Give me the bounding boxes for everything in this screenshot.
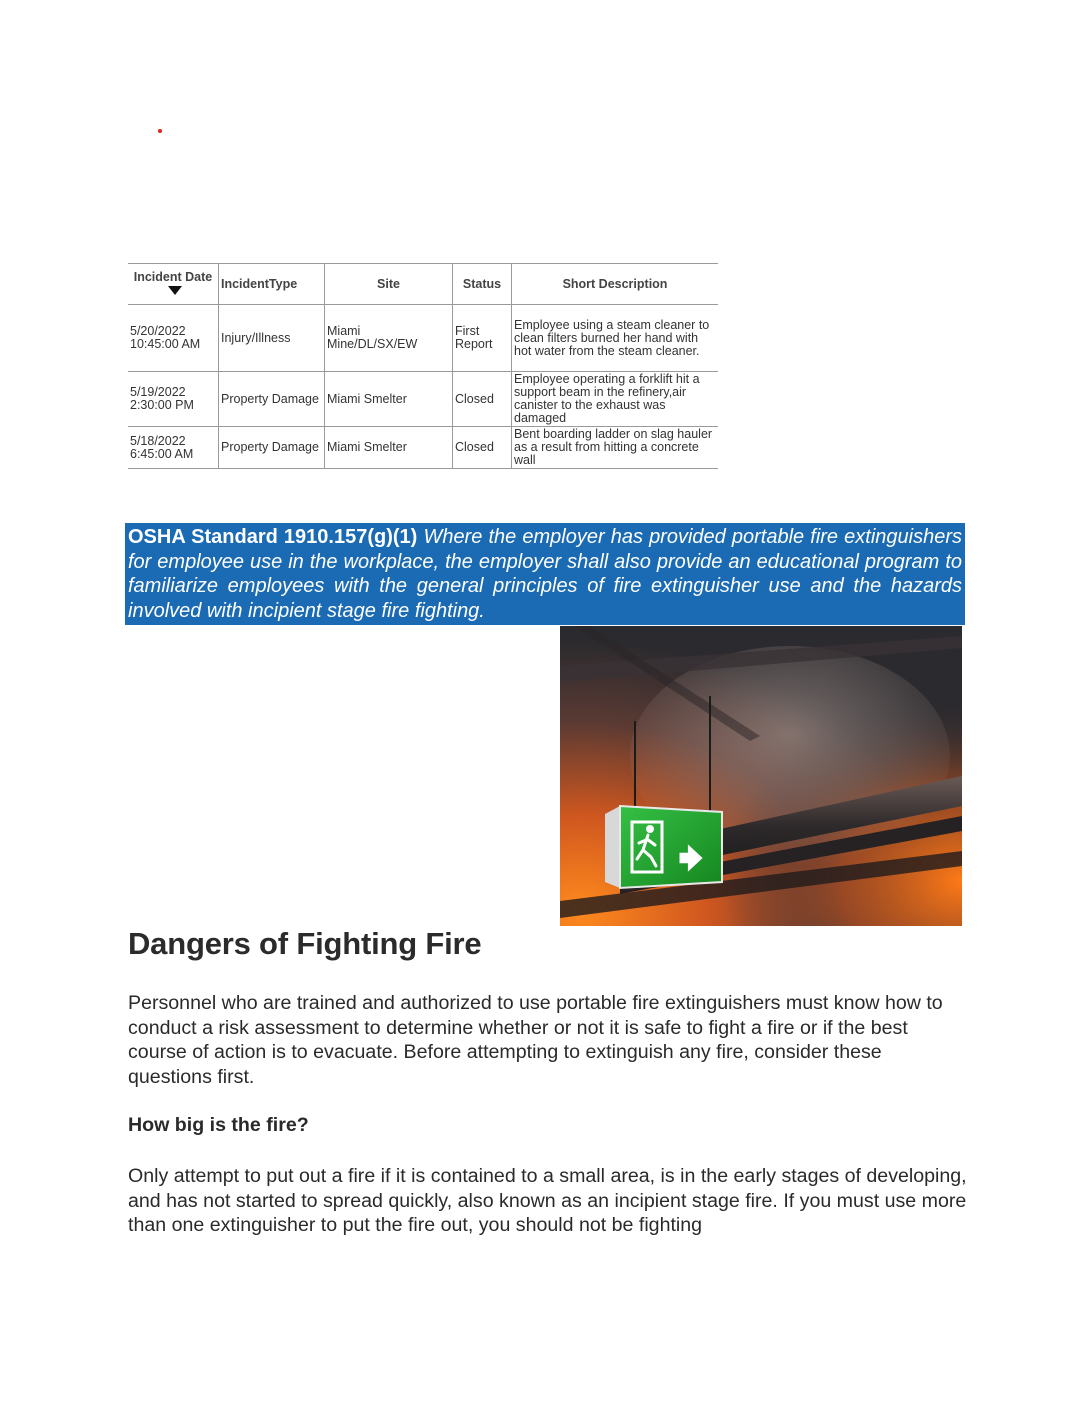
cell-incident-type: Property Damage (219, 372, 325, 427)
cell-incident-date: 5/19/2022 2:30:00 PM (128, 372, 219, 427)
cell-incident-type: Injury/Illness (219, 305, 325, 372)
section-heading: Dangers of Fighting Fire (128, 926, 482, 961)
paragraph-fire-size: Only attempt to put out a fire if it is contained to a small area, is in the early stages of developing, and has not started to spread quickly, also known as an incipient stage fire. If you must use more than one extinguisher to put the fire out, you should not be fighting (128, 1165, 967, 1236)
cell-short-description: Employee operating a forklift hit a support beam in the refinery,air canister to the exhaust was damaged (512, 372, 719, 427)
paragraph-risk-assessment: Personnel who are trained and authorized to use portable fire extinguishers must know how to conduct a risk assessment to determine whether or not it is safe to fight a fire or if the best course of action is to evacuate. Before attempting to extinguish any fire, consider these questions first. (128, 992, 943, 1088)
cell-site: Miami Mine/DL/SX/EW (325, 305, 453, 372)
incident-table (128, 263, 718, 469)
cell-status: Closed (453, 372, 512, 427)
table-row[interactable] (128, 372, 718, 427)
osha-standard-text: Where the employer has provided portable fire extinguishers for employee use in the workplace, the employer shall also provide an educational program to familiarize employees with the general principles of fire extinguisher use and the hazards involved with incipient stage fire fighting. (128, 526, 962, 622)
column-header-short-description[interactable]: Short Description (512, 264, 719, 305)
cell-site: Miami Smelter (325, 372, 453, 427)
column-header-incident-date[interactable] (128, 264, 219, 305)
osha-standard-label: OSHA Standard 1910.157(g)(1) (128, 526, 418, 548)
column-header-incident-type[interactable]: IncidentType (219, 264, 325, 305)
cell-status: First Report (453, 305, 512, 372)
cell-incident-type: Property Damage (219, 427, 325, 469)
incident-date-header-label: Incident Date (133, 270, 213, 284)
table-row[interactable] (128, 305, 718, 372)
osha-standard-callout (125, 523, 965, 625)
cell-site: Miami Smelter (325, 427, 453, 469)
cell-incident-date: 5/20/2022 10:45:00 AM (128, 305, 219, 372)
cell-incident-date: 5/18/2022 6:45:00 AM (128, 427, 219, 469)
table-header-row (128, 264, 718, 305)
red-dot-mark (158, 129, 162, 133)
column-header-site[interactable]: Site (325, 264, 453, 305)
question-heading: How big is the fire? (128, 1114, 309, 1136)
cell-short-description: Employee using a steam cleaner to clean filters burned her hand with hot water from the steam cleaner. (512, 305, 719, 372)
table-row[interactable] (128, 427, 718, 469)
sort-descending-icon[interactable] (168, 286, 182, 295)
exit-sign-photo (560, 626, 962, 926)
column-header-status[interactable]: Status (453, 264, 512, 305)
cell-status: Closed (453, 427, 512, 469)
cell-short-description: Bent boarding ladder on slag hauler as a result from hitting a concrete wall (512, 427, 719, 469)
